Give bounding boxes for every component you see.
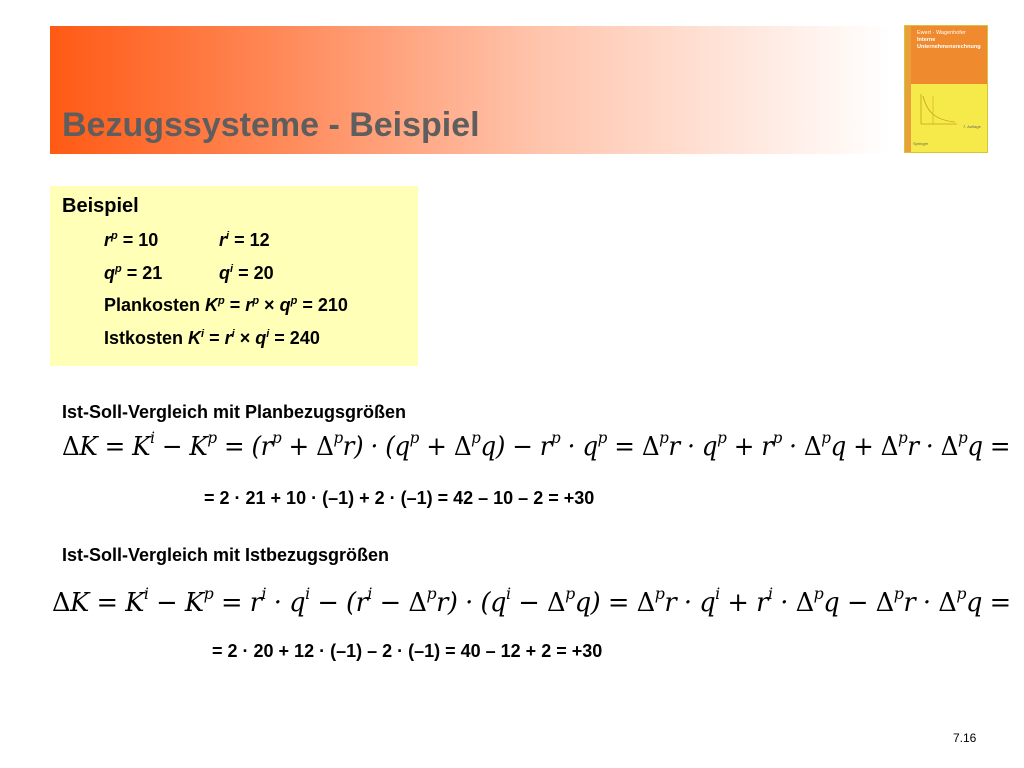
example-line-q: $q^p = 21$ $q^i = 20$	[104, 263, 274, 283]
book-author: Ewert · Wagenhofer	[917, 30, 966, 36]
book-cover-image	[904, 25, 988, 153]
q-plan-value: = 21	[126, 263, 163, 283]
formula-plan: $\Delta K = K^i - K^p = (r^p + \Delta^pr) \cdot (q^p + \Delta^pq) - r^p \cdot q^p = \Delta^pr \cdot q^p + r^p \cdot \Delta^pq + \Delta^pr \cdot \Delta^pq$ =	[62, 428, 1011, 462]
page-title: Bezugssysteme - Beispiel	[62, 106, 480, 144]
result-plan: = 2 · 21 + 10 · (–1) + 2 · (–1) = 42 – 10 – 2 = +30	[204, 488, 595, 508]
plankosten-label: Plankosten	[104, 295, 201, 315]
example-line-plankosten: Plankosten $K^p = r^p \times q^p = 210$	[104, 295, 348, 315]
r-plan-value: = 10	[122, 230, 159, 250]
istkosten-value: = 240	[274, 328, 320, 348]
section-plan-heading: Ist-Soll-Vergleich mit Planbezugsgrößen	[62, 402, 407, 422]
book-title-line1: Interne	[917, 37, 936, 43]
r-ist-value: = 12	[234, 230, 270, 250]
book-graph-icon	[919, 92, 959, 126]
book-title-line2: Unternehmensrechnung	[917, 44, 981, 50]
plankosten-value: = 210	[302, 295, 348, 315]
book-title-band	[911, 26, 987, 84]
example-box	[50, 186, 418, 366]
q-ist-value: = 20	[238, 263, 274, 283]
title-banner	[50, 26, 890, 154]
example-heading: Beispiel	[62, 195, 139, 217]
book-edition: 7. Auflage	[963, 124, 981, 129]
formula-ist: $\Delta K = K^i - K^p = r^i \cdot q^i - (r^i - \Delta^pr) \cdot (q^i - \Delta^pq) = \Delta^pr \cdot q^i + r^i \cdot \Delta^pq - \Delta^pr \cdot \Delta^pq$ =	[52, 584, 1011, 618]
result-ist: = 2 · 20 + 12 · (–1) – 2 · (–1) = 40 – 12 + 2 = +30	[212, 641, 603, 661]
example-line-istkosten: Istkosten $K^i = r^i \times q^i = 240$	[104, 328, 320, 348]
example-line-r: $r^p = 10$ $r^i = 12$	[104, 230, 270, 250]
page-number: 7.16	[953, 731, 977, 745]
book-publisher: Springer	[913, 141, 929, 146]
section-ist-heading: Ist-Soll-Vergleich mit Istbezugsgrößen	[62, 545, 390, 565]
istkosten-label: Istkosten	[104, 328, 184, 348]
